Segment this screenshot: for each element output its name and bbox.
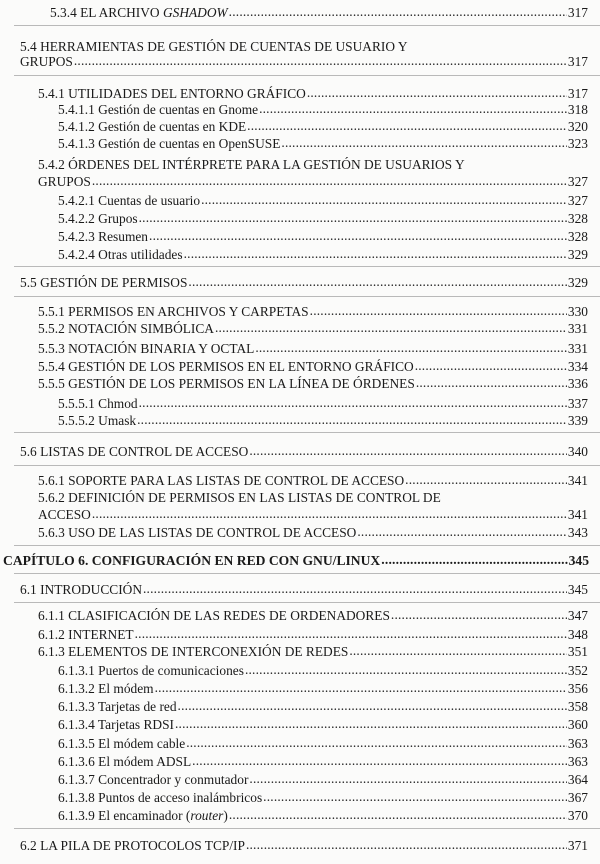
toc-entry-page: 330 bbox=[567, 304, 588, 319]
toc-entry-page: 343 bbox=[567, 525, 588, 540]
toc-entry-title: 6.1.3.7 Concentrador y conmutador bbox=[58, 772, 249, 787]
leader-dots bbox=[229, 807, 567, 820]
toc-entry-page: 363 bbox=[567, 736, 588, 751]
section-divider bbox=[14, 828, 600, 829]
toc-entry bbox=[38, 608, 588, 623]
toc-entry-title: 5.4.2.2 Grupos bbox=[58, 211, 138, 226]
toc-entry-page: 341 bbox=[567, 507, 588, 522]
leader-dots bbox=[201, 192, 567, 205]
leader-dots bbox=[255, 340, 567, 353]
toc-entry bbox=[58, 736, 588, 751]
toc-entry-title: 5.4.2.4 Otras utilidades bbox=[58, 247, 183, 262]
toc-entry-title: 6.1.3.3 Tarjetas de red bbox=[58, 699, 177, 714]
toc-entry-title: 6.1.3.6 El módem ADSL bbox=[58, 754, 192, 769]
leader-dots bbox=[175, 716, 567, 729]
leader-dots bbox=[178, 698, 567, 711]
leader-dots bbox=[416, 375, 567, 388]
toc-entry bbox=[58, 247, 588, 262]
toc-entry-page: 358 bbox=[567, 699, 588, 714]
section-divider bbox=[14, 573, 600, 574]
toc-entry-title: 5.5.3 NOTACIÓN BINARIA Y OCTAL bbox=[38, 341, 255, 356]
toc-entry-page: 345 bbox=[568, 553, 589, 568]
leader-dots bbox=[247, 118, 567, 131]
toc-entry-title: 5.6.3 USO DE LAS LISTAS DE CONTROL DE ACCESO bbox=[38, 525, 357, 540]
leader-dots bbox=[415, 358, 567, 371]
leader-dots bbox=[281, 135, 567, 148]
leader-dots bbox=[143, 581, 567, 594]
toc-entry-page: 371 bbox=[567, 838, 588, 853]
section-divider bbox=[14, 75, 600, 76]
toc-entry-title: 5.5.5.1 Chmod bbox=[58, 396, 138, 411]
toc-entry bbox=[20, 275, 588, 290]
toc-entry bbox=[58, 119, 588, 134]
toc-entry bbox=[58, 754, 588, 769]
leader-dots bbox=[149, 228, 567, 241]
toc-entry bbox=[58, 396, 588, 411]
leader-dots bbox=[92, 173, 567, 186]
toc-entry-page: 360 bbox=[567, 717, 588, 732]
section-divider bbox=[14, 296, 600, 297]
toc-entry-page: 345 bbox=[567, 582, 588, 597]
toc-entry bbox=[38, 644, 588, 659]
toc-entry bbox=[58, 717, 588, 732]
toc-entry-title: 5.5.2 NOTACIÓN SIMBÓLICA bbox=[38, 321, 214, 336]
toc-entry-page: 370 bbox=[567, 808, 588, 823]
leader-dots bbox=[405, 472, 567, 485]
toc-entry-page: 328 bbox=[567, 229, 588, 244]
toc-entry bbox=[58, 790, 588, 805]
toc-entry bbox=[38, 525, 588, 540]
toc-entry-title: 6.1.2 INTERNET bbox=[38, 627, 134, 642]
leader-dots bbox=[215, 320, 567, 333]
toc-entry-page: 363 bbox=[567, 754, 588, 769]
leader-dots bbox=[381, 552, 567, 565]
toc-entry-title: 5.4.1.1 Gestión de cuentas en Gnome bbox=[58, 102, 259, 117]
toc-entry-title: 6.1.3 ELEMENTOS DE INTERCONEXIÓN DE REDES bbox=[38, 644, 349, 659]
leader-dots bbox=[307, 85, 567, 98]
leader-dots bbox=[249, 771, 567, 784]
toc-entry-title: 5.4.1.3 Gestión de cuentas en OpenSUSE bbox=[58, 136, 281, 151]
leader-dots bbox=[249, 443, 567, 456]
toc-entry bbox=[38, 359, 588, 374]
toc-entry-page: 327 bbox=[567, 193, 588, 208]
toc-entry-page: 356 bbox=[567, 681, 588, 696]
toc-entry-title: ACCESO bbox=[38, 507, 91, 522]
toc-entry-page: 364 bbox=[567, 772, 588, 787]
toc-entry-title: 6.2 LA PILA DE PROTOCOLOS TCP/IP bbox=[20, 838, 245, 853]
toc-entry bbox=[38, 304, 588, 319]
toc-entry-title: GRUPOS bbox=[20, 54, 73, 69]
toc-entry-title: 6.1.3.9 El encaminador (router) bbox=[58, 808, 228, 823]
toc-entry bbox=[38, 627, 588, 642]
toc-entry-page: 347 bbox=[567, 608, 588, 623]
toc-entry bbox=[58, 681, 588, 696]
leader-dots bbox=[155, 680, 567, 693]
toc-entry-page: 318 bbox=[567, 102, 588, 117]
toc-entry-page: 336 bbox=[567, 376, 588, 391]
leader-dots bbox=[349, 643, 567, 656]
section-divider bbox=[14, 266, 600, 267]
leader-dots bbox=[357, 524, 567, 537]
toc-entry-page: 323 bbox=[567, 136, 588, 151]
leader-dots bbox=[391, 607, 567, 620]
toc-entry-page: 328 bbox=[567, 211, 588, 226]
toc-entry-title-line1: 5.4.2 ÓRDENES DEL INTÉRPRETE PARA LA GESTIÓN DE USUARIOS Y bbox=[38, 157, 465, 172]
toc-entry-page: 351 bbox=[567, 644, 588, 659]
toc-entry bbox=[38, 376, 588, 391]
toc-entry-page: 317 bbox=[567, 54, 588, 69]
toc-entry-page: 327 bbox=[567, 174, 588, 189]
toc-entry bbox=[38, 473, 588, 488]
leader-dots bbox=[188, 274, 567, 287]
toc-entry bbox=[38, 507, 588, 522]
toc-entry-title: 5.6.1 SOPORTE PARA LAS LISTAS DE CONTROL DE ACCESO bbox=[38, 473, 405, 488]
toc-entry-page: 329 bbox=[567, 275, 588, 290]
section-divider bbox=[14, 602, 600, 603]
toc-entry bbox=[58, 102, 588, 117]
toc-entry bbox=[58, 211, 588, 226]
toc-entry bbox=[58, 663, 588, 678]
toc-entry bbox=[38, 86, 588, 101]
toc-entry-title: 5.5.1 PERMISOS EN ARCHIVOS Y CARPETAS bbox=[38, 304, 309, 319]
toc-entry bbox=[20, 54, 588, 69]
leader-dots bbox=[74, 53, 567, 66]
toc-entry-title: 6.1.1 CLASIFICACIÓN DE LAS REDES DE ORDENADORES bbox=[38, 608, 390, 623]
toc-entry-title: 5.4.1 UTILIDADES DEL ENTORNO GRÁFICO bbox=[38, 86, 306, 101]
toc-entry-title: 6.1.3.8 Puntos de acceso inalámbricos bbox=[58, 790, 263, 805]
toc-chapter-entry bbox=[3, 553, 589, 568]
section-divider bbox=[14, 432, 600, 433]
toc-entry bbox=[58, 413, 588, 428]
leader-dots bbox=[135, 626, 567, 639]
toc-entry-title-line1: 5.6.2 DEFINICIÓN DE PERMISOS EN LAS LISTAS DE CONTROL DE bbox=[38, 490, 441, 505]
toc-entry-page: 331 bbox=[567, 321, 588, 336]
toc-entry bbox=[38, 321, 588, 336]
toc-entry-title: 6.1.3.2 El módem bbox=[58, 681, 154, 696]
toc-entry-page: 331 bbox=[567, 341, 588, 356]
leader-dots bbox=[259, 101, 567, 114]
toc-entry-title: 5.5.5 GESTIÓN DE LOS PERMISOS EN LA LÍNEA DE ÓRDENES bbox=[38, 376, 415, 391]
toc-entry-title: 5.6 LISTAS DE CONTROL DE ACCESO bbox=[20, 444, 249, 459]
toc-entry-title: 5.3.4 EL ARCHIVO GSHADOW bbox=[50, 5, 228, 20]
toc-entry bbox=[38, 341, 588, 356]
toc-entry bbox=[58, 699, 588, 714]
toc-entry-page: 352 bbox=[567, 663, 588, 678]
toc-entry-title: 5.5.5.2 Umask bbox=[58, 413, 137, 428]
leader-dots bbox=[246, 837, 567, 850]
toc-entry-page: 367 bbox=[567, 790, 588, 805]
toc-entry-title: 6.1 INTRODUCCIÓN bbox=[20, 582, 142, 597]
toc-entry bbox=[58, 772, 588, 787]
toc-entry-page: 340 bbox=[567, 444, 588, 459]
toc-entry-title: 6.1.3.4 Tarjetas RDSI bbox=[58, 717, 174, 732]
leader-dots bbox=[229, 4, 567, 17]
toc-entry-page: 339 bbox=[567, 413, 588, 428]
toc-entry bbox=[20, 444, 588, 459]
toc-entry-page: 337 bbox=[567, 396, 588, 411]
section-divider bbox=[14, 545, 600, 546]
toc-entry-title: GRUPOS bbox=[38, 174, 91, 189]
section-divider bbox=[14, 25, 600, 26]
leader-dots bbox=[310, 303, 567, 316]
toc-entry-title: 6.1.3.1 Puertos de comunicaciones bbox=[58, 663, 244, 678]
leader-dots bbox=[92, 506, 567, 519]
toc-entry-title: 6.1.3.5 El módem cable bbox=[58, 736, 186, 751]
leader-dots bbox=[263, 789, 567, 802]
leader-dots bbox=[186, 735, 567, 748]
toc-entry bbox=[58, 808, 588, 823]
toc-entry bbox=[20, 582, 588, 597]
toc-entry-title: 5.4.2.3 Resumen bbox=[58, 229, 149, 244]
leader-dots bbox=[139, 210, 567, 223]
toc-entry-title-line1: 5.4 HERRAMIENTAS DE GESTIÓN DE CUENTAS DE USUARIO Y bbox=[20, 39, 408, 54]
toc-entry bbox=[38, 174, 588, 189]
section-divider bbox=[14, 465, 600, 466]
toc-entry-page: 348 bbox=[567, 627, 588, 642]
toc-entry-page: 320 bbox=[567, 119, 588, 134]
toc-entry-title: 5.4.1.2 Gestión de cuentas en KDE bbox=[58, 119, 247, 134]
leader-dots bbox=[184, 246, 567, 259]
toc-entry-page: 329 bbox=[567, 247, 588, 262]
toc-entry-title: 5.5.4 GESTIÓN DE LOS PERMISOS EN EL ENTORNO GRÁFICO bbox=[38, 359, 414, 374]
toc-entry-page: 341 bbox=[567, 473, 588, 488]
leader-dots bbox=[137, 412, 567, 425]
toc-entry-page: 317 bbox=[567, 86, 588, 101]
toc-entry-title: 5.4.2.1 Cuentas de usuario bbox=[58, 193, 201, 208]
toc-entry bbox=[58, 229, 588, 244]
toc-entry bbox=[58, 193, 588, 208]
toc-entry bbox=[50, 5, 588, 20]
toc-entry bbox=[20, 838, 588, 853]
leader-dots bbox=[245, 662, 567, 675]
toc-entry-title: 5.5 GESTIÓN DE PERMISOS bbox=[20, 275, 188, 290]
toc-entry-page: 334 bbox=[567, 359, 588, 374]
leader-dots bbox=[192, 753, 567, 766]
leader-dots bbox=[139, 395, 567, 408]
toc-entry-page: 317 bbox=[567, 5, 588, 20]
toc-chapter-title: CAPÍTULO 6. CONFIGURACIÓN EN RED CON GNU/LINUX bbox=[3, 553, 381, 568]
toc-entry bbox=[58, 136, 588, 151]
